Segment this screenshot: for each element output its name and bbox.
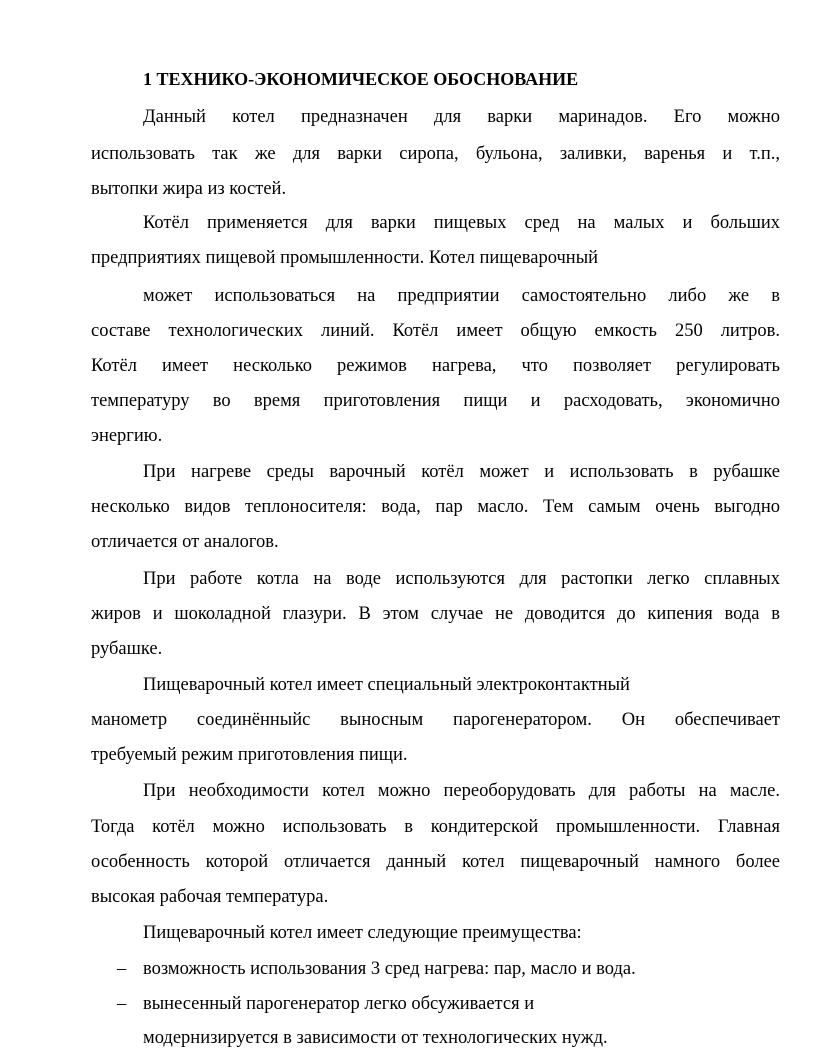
paragraph-line: вытопки жира из костей. [91,179,287,199]
paragraph-line: Тогда котёл можно использовать в кондитерской промышленности. Главная [91,817,780,837]
paragraph-line: составе технологических линий. Котёл имеет общую емкость 250 литров. [91,321,780,341]
paragraph-line: отличается от аналогов. [91,532,279,552]
paragraph-line: энергию. [91,426,163,446]
paragraph-line: температуру во время приготовления пищи и расходовать, экономично [91,391,780,411]
paragraph-line: высокая рабочая температура. [91,887,329,907]
paragraph-line: Котёл имеет несколько режимов нагрева, что позволяет регулировать [91,356,780,376]
list-item: вынесенный парогенератор легко обсуживается и [143,994,535,1014]
paragraph-line: особенность которой отличается данный котел пищеварочный намного более [91,852,780,872]
paragraph-line: При необходимости котел можно переоборудовать для работы на масле. [143,781,780,801]
paragraph-line: Пищеварочный котел имеет специальный электроконтактный [143,675,630,695]
paragraph-line: манометр соединённыйс выносным парогенератором. Он обеспечивает [91,710,780,730]
paragraph-line: При работе котла на воде используются для растопки легко сплавных [143,569,780,589]
list-item: возможность использования 3 сред нагрева: пар, масло и вода. [143,959,636,979]
paragraph-line: может использоваться на предприятии самостоятельно либо же в [143,286,780,306]
paragraph-line: требуемый режим приготовления пищи. [91,745,408,765]
paragraph-line: предприятиях пищевой промышленности. Котел пищеварочный [91,248,599,268]
list-marker: – [117,994,127,1014]
paragraph-line: жиров и шоколадной глазури. В этом случае не доводится до кипения вода в [91,604,780,624]
list-item-continuation: модернизируется в зависимости от технологических нужд. [143,1028,608,1048]
paragraph-line: Данный котел предназначен для варки маринадов. Его можно [143,107,780,127]
paragraph-line: Пищеварочный котел имеет следующие преимущества: [143,923,582,943]
section-heading: 1 ТЕХНИКО-ЭКОНОМИЧЕСКОЕ ОБОСНОВАНИЕ [143,69,579,89]
paragraph-line: использовать так же для варки сиропа, бульона, заливки, варенья и т.п., [91,144,780,164]
list-marker: – [117,959,127,979]
paragraph-line: несколько видов теплоносителя: вода, пар масло. Тем самым очень выгодно [91,497,780,517]
paragraph-line: При нагреве среды варочный котёл может и использовать в рубашке [143,462,780,482]
paragraph-line: рубашке. [91,639,163,659]
paragraph-line: Котёл применяется для варки пищевых сред на малых и больших [143,213,780,233]
